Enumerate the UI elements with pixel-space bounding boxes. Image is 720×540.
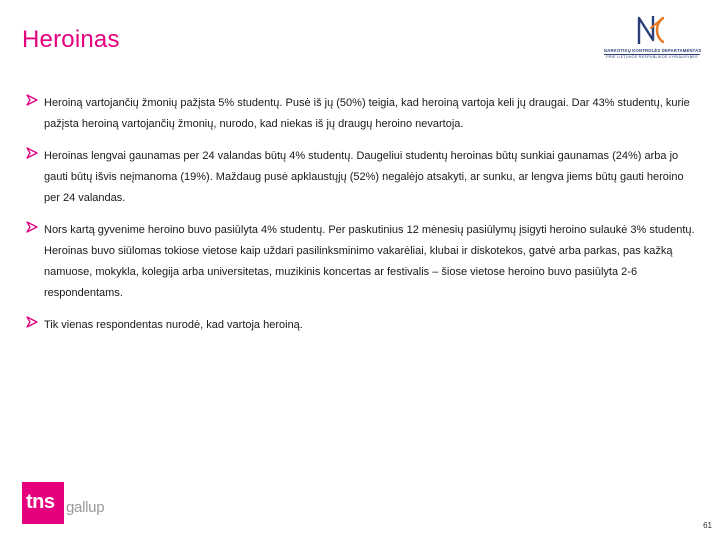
page-title: Heroinas (22, 26, 120, 53)
bullet-text: Tik vienas respondentas nurodė, kad vartoja heroiną. (44, 319, 303, 331)
bullet-item (26, 315, 696, 336)
ntakd-logo-icon (633, 14, 669, 46)
tns-logo-text: tns (26, 491, 55, 513)
bullet-item (26, 220, 696, 304)
ntakd-logo (604, 14, 700, 70)
arrow-bullet-icon (26, 147, 38, 159)
bullet-text: Heroinas lengvai gaunamas per 24 valandas būtų 4% studentų. Daugeliui studentų heroinas būtų sunkiai gaunamas (24%) arba jo gauti būtų išvis neįmanoma (19%). Maždaug pusė apklaustųjų (52%) negalėjo atsakyti, ar sunku, ar lengva jiems būtų gauti heroino per 24 valandas. (44, 150, 684, 204)
bullet-item (26, 93, 696, 135)
arrow-bullet-icon (26, 94, 38, 106)
bullet-item (26, 146, 696, 209)
bullet-text: Heroiną vartojančių žmonių pažįsta 5% studentų. Pusė iš jų (50%) teigia, kad heroiną vartoja keli jų draugai. Dar 43% studentų, kurie pažįsta heroiną vartojančių žmonių, nurodo, kad niekas iš jų draugų heroino nevartoja. (44, 97, 690, 130)
arrow-bullet-icon (26, 221, 38, 233)
bullet-text: Nors kartą gyvenime heroino buvo pasiūlyta 4% studentų. Per paskutinius 12 mėnesių pasiūlymų įsigyti heroino sulaukė 3% studentų. Heroinas buvo siūlomas tokiose vietose kaip uždari pasilinksminimo vakarėliai, klubai ir diskotekos, gatvė arba parkas, pas kažką namuose, mokykla, kolegija arba universitetas, muzikinis koncertas ar festivalis – šiose vietose heroino buvo pasiūlyta 2-6 respondentams. (44, 224, 695, 299)
page-number: 61 (703, 521, 712, 530)
bullet-list (26, 97, 696, 351)
gallup-logo-text: gallup (66, 499, 105, 516)
org-name-line1: NARKOTIKŲ KONTROLĖS DEPARTAMENTAS (604, 48, 702, 53)
org-name-line2: PRIE LIETUVOS RESPUBLIKOS VYRIAUSYBĖS (606, 55, 698, 59)
arrow-bullet-icon (26, 316, 38, 328)
tns-gallup-logo (22, 482, 112, 524)
